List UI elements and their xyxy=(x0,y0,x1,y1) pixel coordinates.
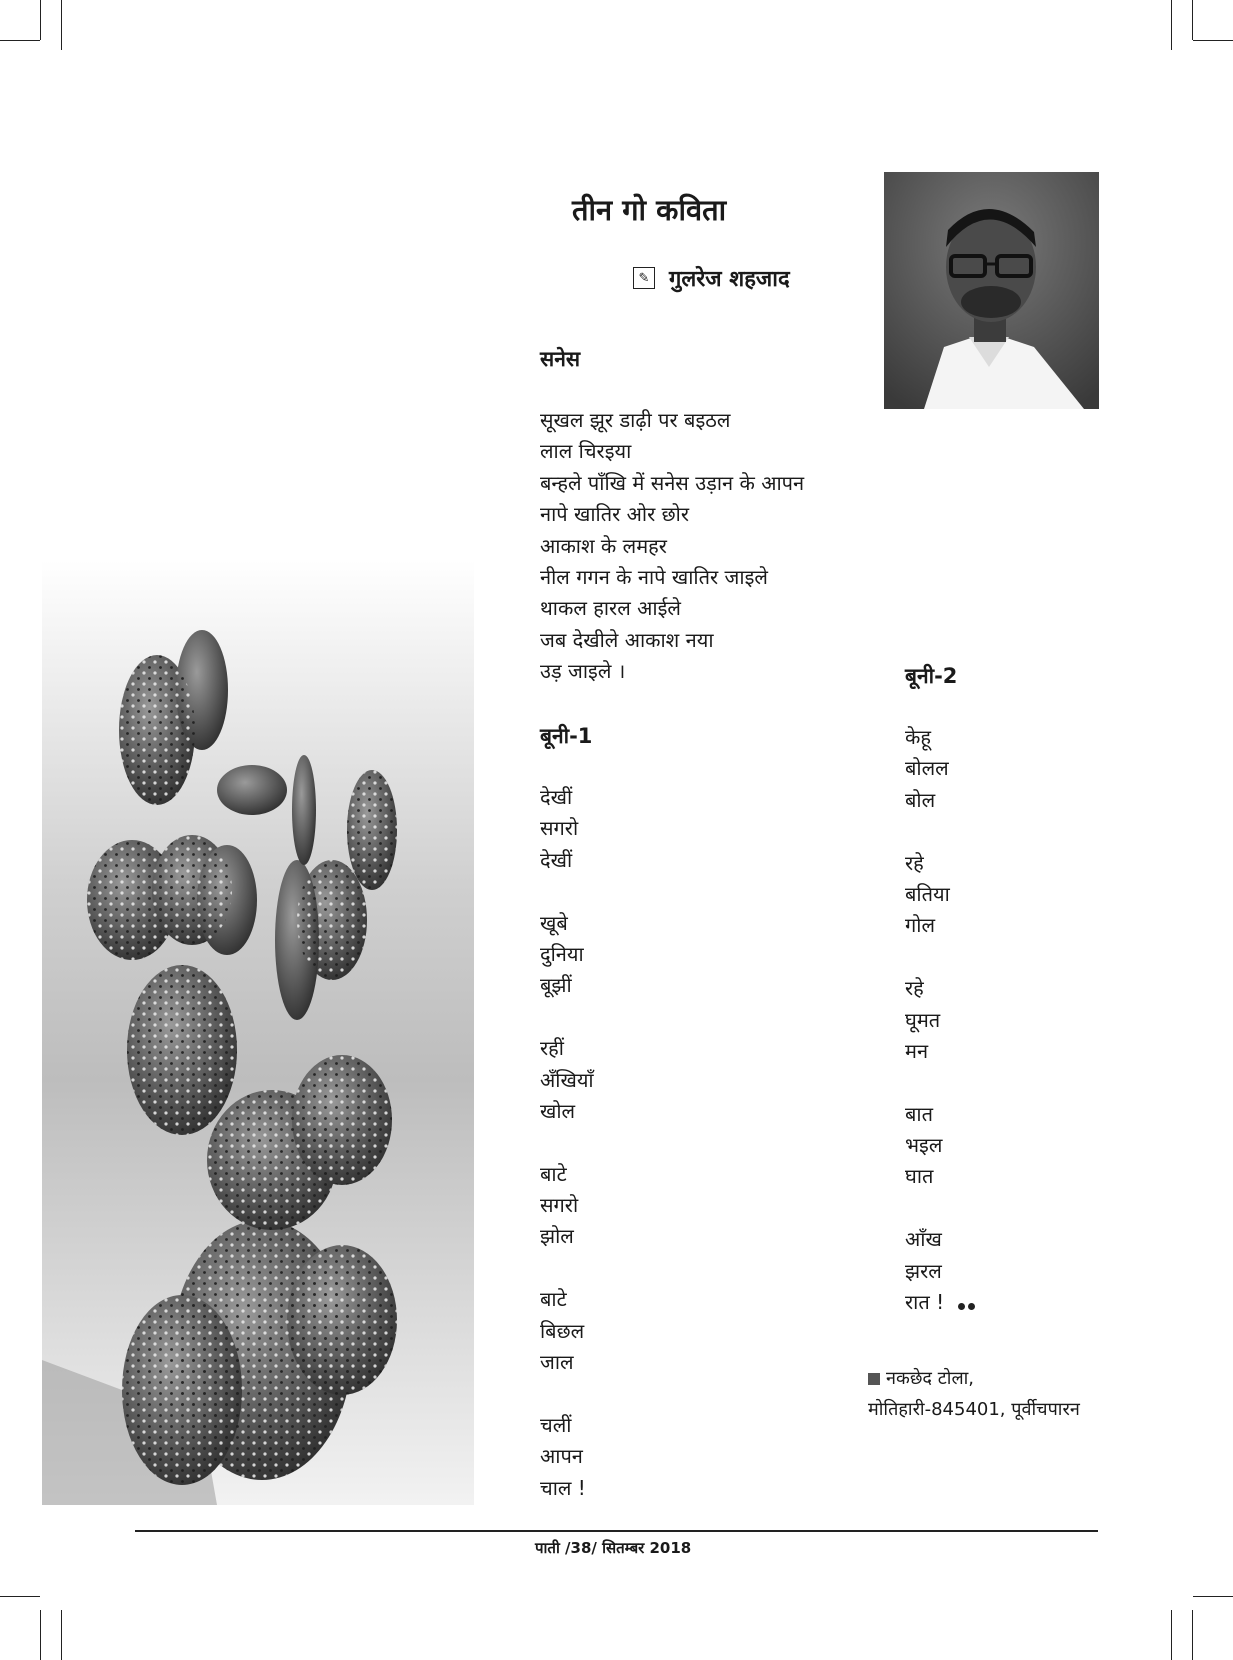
poem2-body xyxy=(540,782,594,1504)
poem-line: चलीं xyxy=(540,1412,572,1437)
poem-line: दुनिया xyxy=(540,941,584,966)
poem-line: रात ! xyxy=(905,1290,945,1315)
address-line-1: नकछेद टोला, xyxy=(886,1368,975,1389)
poem-line: बिछल xyxy=(540,1318,585,1343)
square-bullet-icon xyxy=(868,1373,880,1385)
poem-line: चाल ! xyxy=(540,1475,586,1500)
crop-mark xyxy=(0,40,40,41)
author-address xyxy=(868,1363,1080,1425)
poem-line: केहू xyxy=(905,725,931,749)
crop-mark xyxy=(1193,40,1233,41)
article-title: तीन गो कविता xyxy=(572,193,727,227)
poem-line: बतिया xyxy=(905,881,950,906)
poem-line: नापे खातिर ओर छोर xyxy=(540,502,690,527)
poem-line: बात xyxy=(905,1101,933,1126)
crop-mark xyxy=(1192,1610,1193,1660)
stanza-break xyxy=(540,1253,594,1284)
poem-line-last xyxy=(905,1287,978,1318)
poem-line: देखीं xyxy=(540,785,573,809)
crop-mark xyxy=(61,1610,62,1660)
poem-line: बूझीं xyxy=(540,973,572,998)
crop-mark xyxy=(1171,0,1172,50)
poem-line: गोल xyxy=(905,913,935,938)
poem-line: मन xyxy=(905,1038,929,1063)
stanza-break xyxy=(905,1193,978,1224)
poem-line: बोल xyxy=(905,787,936,812)
poem2-heading: बूनी-1 xyxy=(540,724,593,748)
poem-line: बन्हले पाँखि में सनेस उड़ान के आपन xyxy=(540,470,805,495)
poem-line: जाल xyxy=(540,1350,574,1375)
crop-mark xyxy=(40,0,41,40)
stanza-break xyxy=(540,1127,594,1158)
poem-line: आकाश के लमहर xyxy=(540,533,667,558)
address-line-2: मोतिहारी-845401, पूर्वीचपारन xyxy=(868,1399,1080,1420)
pen-icon: ✎ xyxy=(633,267,655,289)
poem-line: आपन xyxy=(540,1444,583,1469)
poem-line: रहीं xyxy=(540,1036,564,1061)
stanza-break xyxy=(540,1002,594,1033)
stanza-break xyxy=(905,942,978,973)
stanza-break xyxy=(540,1378,594,1409)
poem3-body xyxy=(905,722,978,1318)
footer-rule xyxy=(135,1530,1098,1532)
poem1-body xyxy=(540,405,804,688)
crop-mark xyxy=(0,1596,40,1597)
stanza-break xyxy=(540,876,594,907)
crop-mark xyxy=(1193,1596,1233,1597)
end-of-article-icon xyxy=(958,1288,978,1319)
poem-line: सूखल झूर डाढ़ी पर बइठल xyxy=(540,408,731,432)
poem1-heading: सनेस xyxy=(540,347,581,371)
poem-line: बोलल xyxy=(905,756,949,781)
poem-line: घात xyxy=(905,1164,934,1189)
stanza-break xyxy=(905,1067,978,1098)
poem-line: भइल xyxy=(905,1133,943,1158)
address-line xyxy=(868,1363,1080,1394)
poem-line: उड़ जाइले । xyxy=(540,659,626,684)
page-footer: पाती /38/ सितम्बर 2018 xyxy=(535,1539,692,1557)
author-byline xyxy=(633,263,790,293)
poem-line: बाटे xyxy=(540,1161,567,1186)
poem3-heading: बूनी-2 xyxy=(905,664,958,688)
crop-mark xyxy=(40,1610,41,1660)
poem-line: सगरो xyxy=(540,1193,579,1218)
author-photo xyxy=(884,172,1099,409)
poem-line: नील गगन के नापे खातिर जाइले xyxy=(540,564,768,589)
poem-line: खूबे xyxy=(540,910,568,935)
poem-line: जब देखीले आकाश नया xyxy=(540,627,714,652)
poem-line: लाल चिरइया xyxy=(540,439,632,464)
poem-line: देखीं xyxy=(540,847,573,872)
crop-mark xyxy=(1192,0,1193,40)
poem-line: थाकल हारल आईले xyxy=(540,596,681,621)
poem-line: बाटे xyxy=(540,1287,567,1312)
cactus-illustration xyxy=(42,560,474,1505)
author-name: गुलरेज शहजाद xyxy=(669,267,790,292)
crop-mark xyxy=(61,0,62,50)
poem-line: झरल xyxy=(905,1258,942,1283)
stanza-break xyxy=(905,816,978,847)
poem-line: अँखियाँ xyxy=(540,1067,594,1092)
poem-line: रहे xyxy=(905,976,924,1001)
crop-mark xyxy=(1171,1610,1172,1660)
poem-line: खोल xyxy=(540,1098,576,1123)
poem-line: घूमत xyxy=(905,1007,941,1032)
poem-line: आँख xyxy=(905,1227,942,1252)
poem-line: सगरो xyxy=(540,816,579,841)
poem-line: रहे xyxy=(905,850,924,875)
poem-line: झोल xyxy=(540,1224,574,1249)
